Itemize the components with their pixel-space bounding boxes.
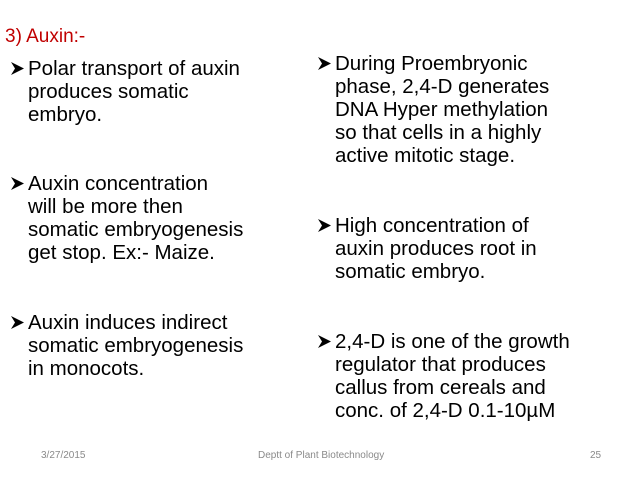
bullet-item	[10, 172, 300, 264]
bullet-line: phase, 2,4-D generates	[335, 75, 550, 98]
arrow-bullet-icon	[317, 334, 332, 349]
footer-page-number: 25	[590, 450, 602, 461]
footer-department: Deptt of Plant Biotechnology	[258, 450, 385, 461]
footer-date: 3/27/2015	[41, 450, 86, 461]
bullet-line: High concentration of	[335, 214, 529, 237]
bullet-item	[10, 57, 300, 126]
bullet-line: Polar transport of auxin	[28, 57, 240, 80]
bullet-line: in monocots.	[28, 357, 145, 380]
bullet-line: get stop. Ex:- Maize.	[28, 241, 215, 264]
bullet-item	[317, 330, 635, 422]
bullet-line: callus from cereals and	[335, 376, 546, 399]
bullet-line: auxin produces root in	[335, 237, 537, 260]
bullet-line: embryo.	[28, 103, 103, 126]
bullet-line: somatic embryogenesis	[28, 334, 244, 357]
bullet-line: Auxin concentration	[28, 172, 209, 195]
bullet-line: conc. of 2,4-D 0.1-10µM	[335, 399, 556, 422]
arrow-bullet-icon	[317, 56, 332, 71]
bullet-item	[10, 311, 300, 380]
left-column	[10, 57, 300, 380]
arrow-bullet-icon	[10, 176, 25, 191]
bullet-line: Auxin induces indirect	[28, 311, 228, 334]
bullet-line: will be more then	[28, 195, 183, 218]
bullet-line: so that cells in a highly	[335, 121, 542, 144]
bullet-line: 2,4-D is one of the growth	[335, 330, 570, 353]
bullet-line: DNA Hyper methylation	[335, 98, 549, 121]
arrow-bullet-icon	[317, 218, 332, 233]
slide-title: 3) Auxin:-	[5, 26, 86, 47]
arrow-bullet-icon	[10, 315, 25, 330]
bullet-item	[317, 214, 635, 283]
bullet-line: somatic embryo.	[335, 260, 486, 283]
arrow-bullet-icon	[10, 61, 25, 76]
bullet-item	[317, 52, 635, 167]
bullet-line: regulator that produces	[335, 353, 546, 376]
bullet-line: produces somatic	[28, 80, 189, 103]
bullet-line: active mitotic stage.	[335, 144, 516, 167]
bullet-line: During Proembryonic	[335, 52, 528, 75]
bullet-line: somatic embryogenesis	[28, 218, 244, 241]
right-column	[317, 52, 635, 422]
